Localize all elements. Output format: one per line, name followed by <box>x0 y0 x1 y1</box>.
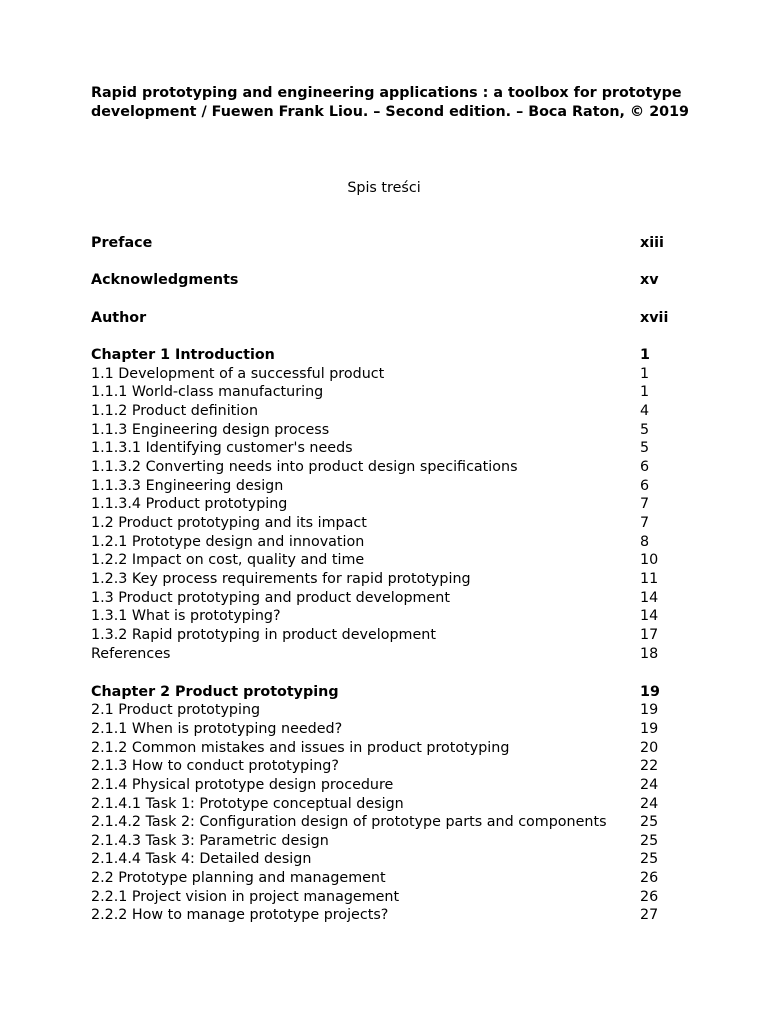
toc-entry-page: 25 <box>640 814 659 830</box>
toc-chapter-row <box>91 309 691 328</box>
toc-entry-title: 2.1.3 How to conduct prototyping? <box>91 758 339 774</box>
toc-entry-title: 2.1.1 When is prototyping needed? <box>91 721 343 737</box>
toc-entry-title: 1.2.1 Prototype design and innovation <box>91 534 365 550</box>
toc-entry-row <box>91 888 691 907</box>
toc-entry-title: 1.1.3.3 Engineering design <box>91 478 284 494</box>
toc-entry-page: 25 <box>640 851 659 867</box>
toc-entry-title: 2.1.4 Physical prototype design procedure <box>91 777 394 793</box>
toc-entry-row <box>91 551 691 570</box>
toc-entry-page: 14 <box>640 590 659 606</box>
toc-entry-title: 1.2.3 Key process requirements for rapid prototyping <box>91 571 471 587</box>
toc-entry-row <box>91 514 691 533</box>
toc-entry-page: 24 <box>640 796 659 812</box>
toc-entry-page: 22 <box>640 758 659 774</box>
toc-entry-page: xvii <box>640 310 669 326</box>
toc-entry-page: 5 <box>640 440 650 456</box>
toc-entry-row <box>91 757 691 776</box>
toc-entry-row <box>91 869 691 888</box>
toc-entry-title: Preface <box>91 235 153 251</box>
toc-entry-page: 6 <box>640 478 650 494</box>
toc-chapter-row <box>91 346 691 365</box>
toc-entry-row <box>91 402 691 421</box>
toc-entry-page: 26 <box>640 889 659 905</box>
toc-entry-row <box>91 477 691 496</box>
toc-entry-page: 10 <box>640 552 659 568</box>
toc-entry-title: 2.2 Prototype planning and management <box>91 870 386 886</box>
toc-entry-page: 1 <box>640 384 650 400</box>
toc-chapter-row <box>91 234 691 253</box>
toc-entry-page: 19 <box>640 684 660 700</box>
toc-entry-row <box>91 850 691 869</box>
toc-entry-row <box>91 421 691 440</box>
toc-entry-title: 1.2.2 Impact on cost, quality and time <box>91 552 365 568</box>
toc-entry-row <box>91 832 691 851</box>
toc-entry-row <box>91 533 691 552</box>
toc-entry-row <box>91 701 691 720</box>
toc-entry-title: 2.1.4.1 Task 1: Prototype conceptual design <box>91 796 404 812</box>
toc-entry-title: 1.1.1 World-class manufacturing <box>91 384 324 400</box>
toc-entry-row <box>91 439 691 458</box>
toc-entry-row <box>91 383 691 402</box>
toc-entry-row <box>91 813 691 832</box>
toc-entry-page: 19 <box>640 721 659 737</box>
toc-entry-title: 2.1.4.4 Task 4: Detailed design <box>91 851 312 867</box>
toc-entry-title: 1.3.1 What is prototyping? <box>91 608 281 624</box>
toc-entry-page: 27 <box>640 907 659 923</box>
toc-entry-row <box>91 795 691 814</box>
toc-entry-title: Chapter 1 Introduction <box>91 347 275 363</box>
toc-entry-title: References <box>91 646 171 662</box>
toc-entry-row <box>91 776 691 795</box>
toc-entry-title: 1.1.3.2 Converting needs into product design specifications <box>91 459 518 475</box>
toc-entry-title: Author <box>91 310 147 326</box>
toc-entry-page: 14 <box>640 608 659 624</box>
toc-entry-page: 19 <box>640 702 659 718</box>
toc-entry-row <box>91 458 691 477</box>
toc-entry-page: 25 <box>640 833 659 849</box>
toc-entry-page: 8 <box>640 534 650 550</box>
toc-entry-page: 7 <box>640 515 650 531</box>
toc-entry-row <box>91 607 691 626</box>
toc-entry-title: 1.1.3.4 Product prototyping <box>91 496 288 512</box>
toc-entry-title: Acknowledgments <box>91 272 239 288</box>
toc-entry-page: 6 <box>640 459 650 475</box>
toc-entry-row <box>91 739 691 758</box>
toc-entry-title: 2.1.2 Common mistakes and issues in product prototyping <box>91 740 510 756</box>
toc-entry-title: Chapter 2 Product prototyping <box>91 684 339 700</box>
toc-entry-title: 2.1 Product prototyping <box>91 702 261 718</box>
toc-entry-page: 26 <box>640 870 659 886</box>
toc-entry-page: 11 <box>640 571 659 587</box>
toc-entry-title: 1.2 Product prototyping and its impact <box>91 515 367 531</box>
toc-entry-title: 1.1.2 Product definition <box>91 403 259 419</box>
toc-entry-row <box>91 589 691 608</box>
toc-entry-row <box>91 570 691 589</box>
toc-chapter-row <box>91 683 691 702</box>
toc-entry-row <box>91 645 691 664</box>
toc-entry-title: 1.3 Product prototyping and product development <box>91 590 450 606</box>
toc-entry-row <box>91 365 691 384</box>
toc-entry-row <box>91 626 691 645</box>
toc-entry-page: 20 <box>640 740 659 756</box>
toc-entry-page: 5 <box>640 422 650 438</box>
toc-entry-title: 1.1 Development of a successful product <box>91 366 385 382</box>
toc-entry-title: 2.2.2 How to manage prototype projects? <box>91 907 389 923</box>
toc-entry-row <box>91 906 691 925</box>
toc-entry-page: xv <box>640 272 659 288</box>
toc-entry-row <box>91 720 691 739</box>
toc-entry-title: 2.1.4.3 Task 3: Parametric design <box>91 833 329 849</box>
toc-entry-title: 2.2.1 Project vision in project management <box>91 889 400 905</box>
toc-chapter-row <box>91 271 691 290</box>
toc-entry-title: 1.1.3 Engineering design process <box>91 422 330 438</box>
toc-entry-page: 4 <box>640 403 650 419</box>
toc-entry-page: 24 <box>640 777 659 793</box>
toc-entry-page: 1 <box>640 347 650 363</box>
toc-entry-row <box>91 495 691 514</box>
toc-entry-page: 7 <box>640 496 650 512</box>
toc-entry-page: 17 <box>640 627 659 643</box>
toc-entry-title: 1.3.2 Rapid prototyping in product development <box>91 627 436 643</box>
toc-heading: Spis treści <box>347 180 421 196</box>
toc-entry-title: 1.1.3.1 Identifying customer's needs <box>91 440 353 456</box>
toc-entry-page: 18 <box>640 646 659 662</box>
bibliographic-citation: Rapid prototyping and engineering applications : a toolbox for prototype development / Fuewen Frank Liou. – Second edition. – Boca Raton, © 2019 <box>91 85 689 120</box>
toc-entry-page: xiii <box>640 235 664 251</box>
toc-entry-page: 1 <box>640 366 650 382</box>
toc-entry-title: 2.1.4.2 Task 2: Configuration design of prototype parts and components <box>91 814 607 830</box>
